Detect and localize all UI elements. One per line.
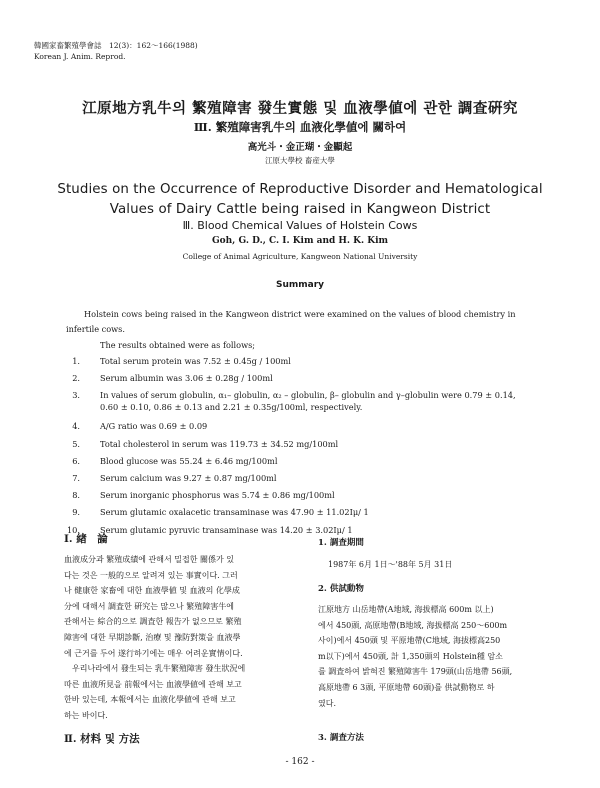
- result-text: Total cholesterol in serum was 119.73 ± 34.52 mg/100ml: [100, 438, 339, 449]
- result-item: [66, 506, 536, 523]
- section-heading-introduction: Ⅰ. 緖 論: [64, 533, 108, 545]
- result-item: [66, 372, 536, 389]
- result-item: [66, 455, 536, 472]
- result-number: 2.: [72, 373, 80, 384]
- korean-subtitle: Ⅲ. 繁殖障害乳牛의 血液化學値에 關하여: [193, 120, 407, 134]
- result-item: [66, 489, 536, 506]
- body-line: 에서 450頭, 高原地帶(B地域, 海拔標高 250～600m: [318, 620, 508, 630]
- result-text-line-2: 0.60 ± 0.10, 0.86 ± 0.13 and 2.21 ± 0.35g/100ml, respectively.: [100, 402, 363, 413]
- subsection-heading-method: 3. 調査方法: [318, 733, 364, 743]
- body-line: 를 調査하여 밝혀진 繁殖障害牛 179頭(山岳地帶 56頭,: [318, 667, 513, 677]
- result-text: Serum albumin was 3.06 ± 0.28g / 100ml: [100, 373, 273, 384]
- page-number: - 162 -: [285, 757, 315, 767]
- result-item: [66, 355, 536, 372]
- animals-body: [318, 602, 580, 711]
- result-number: 10.: [66, 524, 80, 535]
- summary-intro-line-1: Holstein cows being raised in the Kangweon district were examined on the values of blood chemistry in: [84, 309, 516, 319]
- result-text: Serum glutamic pyruvic transaminase was 14.20 ± 3.02Iμ/ 1: [100, 524, 353, 535]
- result-text: Blood glucose was 55.24 ± 6.46 mg/100ml: [100, 455, 278, 466]
- result-item: [66, 420, 536, 437]
- introduction-body: [64, 552, 304, 724]
- results-list: [66, 355, 536, 541]
- result-number: 4.: [72, 421, 80, 432]
- subsection-heading-animals: 2. 供試動物: [318, 584, 364, 594]
- result-text: Serum glutamic oxalacetic transaminase was 47.90 ± 11.02Iμ/ 1: [100, 507, 369, 518]
- survey-period-text: 1987年 6月 1日～'88年 5月 31日: [328, 560, 453, 569]
- summary-intro-line-2: infertile cows.: [66, 324, 125, 334]
- korean-affiliation: 江原大學校 畜産大學: [265, 156, 335, 165]
- body-line: 에 근거를 두어 遂行하기에는 매우 어려운實情이다.: [64, 648, 243, 658]
- result-text-line-1: In values of serum globulin, α₁– globulin, α₂ – globulin, β– globulin and γ–globulin were 0.79 ± 0.14,: [100, 390, 516, 401]
- korean-authors: 高光斗・金正瑚・金顯起: [247, 142, 353, 153]
- body-line: 하는 바이다.: [64, 710, 108, 720]
- summary-lead: The results obtained were as follows;: [100, 340, 256, 350]
- english-affiliation: College of Animal Agriculture, Kangweon National University: [182, 252, 418, 261]
- result-text: Serum inorganic phosphorus was 5.74 ± 0.86 mg/100ml: [100, 490, 335, 501]
- body-line: 우리나라에서 發生되는 乳牛繁殖障害 發生狀況에: [64, 664, 246, 674]
- body-line: 사이)에서 450頭 및 平原地帶(C地域, 海拔標高250: [318, 636, 501, 646]
- result-number: 8.: [72, 490, 80, 501]
- result-text: Serum calcium was 9.27 ± 0.87 mg/100ml: [100, 472, 277, 483]
- body-line: m以下)에서 450頭, 計 1,350頭의 Holstein種 암소: [318, 651, 503, 661]
- body-line: 分에 대해서 調査한 硏究는 많으나 繁殖障害牛에: [64, 601, 234, 611]
- result-number: 6.: [72, 455, 80, 466]
- body-line: 관해서는 綜合的으로 調査한 報告가 없으므로 繁殖: [64, 617, 242, 627]
- body-line: 高原地帶 6 3頭, 平原地帶 60頭)를 供試動物로 하: [318, 682, 495, 692]
- result-number: 9.: [72, 507, 80, 518]
- result-text: A/G ratio was 0.69 ± 0.09: [100, 421, 208, 432]
- result-item: [66, 438, 536, 455]
- result-number: 3.: [72, 390, 80, 401]
- body-line: 따른 血液所見을 前報에서는 血液學値에 관해 보고: [64, 679, 242, 689]
- english-title-line-2: Values of Dairy Cattle being raised in Kangweon District: [109, 202, 491, 217]
- result-item: [66, 524, 536, 541]
- body-line: 한바 있는데, 本報에서는 血液化學値에 관해 보고: [64, 695, 236, 705]
- body-line: 障害에 대한 早期診斷, 治療 및 豫防對策을 血液學: [64, 632, 241, 642]
- result-text: Total serum protein was 7.52 ± 0.45g / 100ml: [100, 356, 291, 366]
- subsection-heading-period: 1. 調査期間: [318, 538, 364, 548]
- body-line: 다는 것은 一般的으로 알려져 있는 事實이다. 그러: [64, 570, 238, 580]
- result-item: [66, 472, 536, 489]
- body-line: 江原地方 山岳地帶(A地域, 海拔標高 600m 以上): [318, 605, 494, 614]
- journal-abbrev: Korean J. Anim. Reprod.: [34, 52, 126, 61]
- korean-title: 江原地方乳牛의 繁殖障害 發生實態 및 血液學値에 관한 調査硏究: [82, 100, 518, 117]
- result-number: 5.: [72, 438, 80, 449]
- journal-citation: 韓國家畜繁殖學會誌 12(3)：162～166(1988): [34, 41, 198, 50]
- body-line: 였다.: [318, 698, 336, 708]
- body-line: 血液成分과 繁殖成績에 관해서 밀접한 關係가 있: [64, 555, 234, 564]
- result-number: 7.: [72, 472, 80, 483]
- body-line: 나 健康한 家畜에 대한 血液學値 및 血液의 化學成: [64, 586, 240, 596]
- english-title-line-1: Studies on the Occurrence of Reproductive Disorder and Hematological: [57, 182, 543, 197]
- result-item: [66, 389, 536, 420]
- english-subtitle: Ⅲ. Blood Chemical Values of Holstein Cows: [182, 219, 418, 232]
- result-number: 1.: [72, 356, 80, 366]
- english-authors: Goh, G. D., C. I. Kim and H. K. Kim: [211, 236, 389, 246]
- summary-heading: Summary: [275, 280, 325, 290]
- section-heading-materials-methods: Ⅱ. 材料 및 方法: [64, 733, 140, 745]
- result-text: [100, 389, 530, 413]
